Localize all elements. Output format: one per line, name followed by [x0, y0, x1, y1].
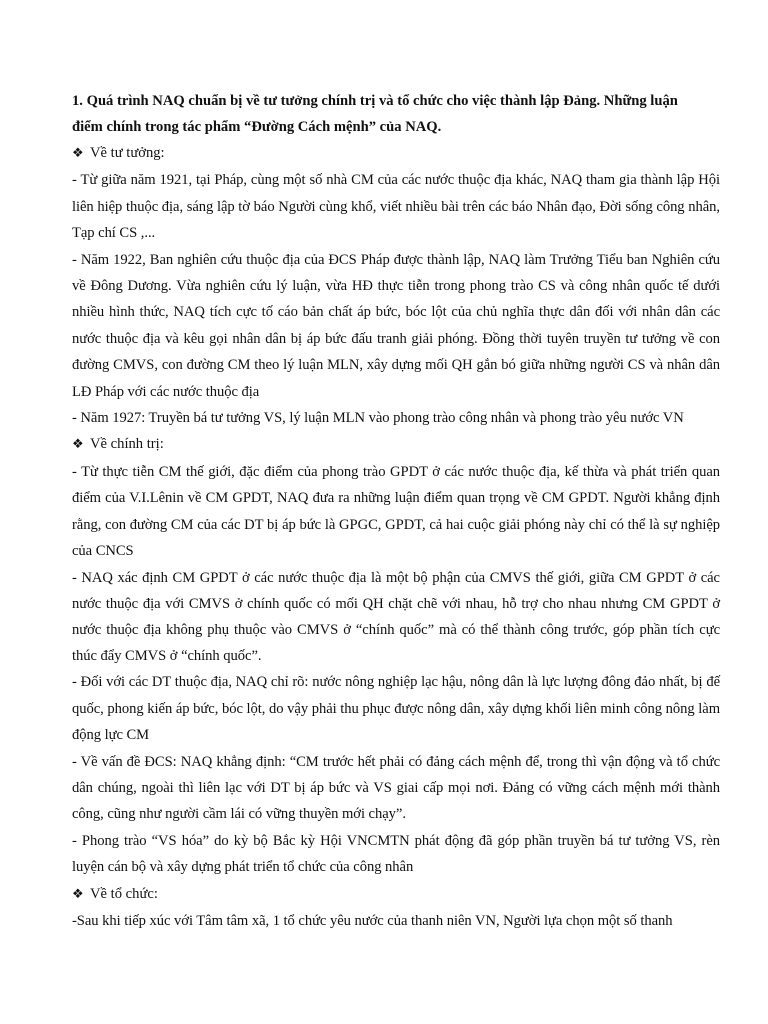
heading-line-2: điểm chính trong tác phẩm “Đường Cách mệnh” của NAQ. — [72, 119, 442, 135]
paragraph: - Từ giữa năm 1921, tại Pháp, cùng một số nhà CM của các nước thuộc địa khác, NAQ tham gia thành lập Hội liên hiệp thuộc địa, sáng lập tờ báo Người cùng khổ, viết nhiều bài trên các báo Nhân đạo, Đời sống công nhân, Tạp chí CS ,... — [72, 172, 720, 242]
diamond-bullet-icon: ❖ — [72, 146, 84, 161]
section-title-chinh-tri — [72, 431, 720, 458]
section-title: Về chính trị: — [90, 436, 164, 453]
paragraph: - Năm 1922, Ban nghiên cứu thuộc địa của ĐCS Pháp được thành lập, NAQ làm Trưởng Tiểu ban Nghiên cứu về Đông Dương. Vừa nghiên cứu lý luận, vừa HĐ thực tiễn trong phong trào CS và công nhân quốc tế dưới nhiều hình thức, NAQ tích cực tố cáo bản chất áp bức, bóc lột của chủ nghĩa thực dân đối với nhân dân các nước thuộc địa và kêu gọi nhân dân bị áp bức đấu tranh giải phóng. Đồng thời tuyên truyền tư tưởng về con đường CMVS, con đường CM theo lý luận MLN, xây dựng mối QH gắn bó giữa những người CS và nhân dân LĐ Pháp với các nước thuộc địa — [72, 251, 720, 400]
diamond-bullet-icon: ❖ — [72, 886, 84, 902]
section-title: Về tổ chức: — [90, 885, 158, 902]
heading-line-1: 1. Quá trình NAQ chuẩn bị về tư tưởng chính trị và tổ chức cho việc thành lập Đảng. Những luận — [72, 93, 678, 109]
section-title-tu-tuong — [72, 140, 720, 167]
diamond-bullet-icon: ❖ — [72, 437, 84, 453]
paragraph: - Đối với các DT thuộc địa, NAQ chỉ rõ: nước nông nghiệp lạc hậu, nông dân là lực lượng đông đảo nhất, bị đế quốc, phong kiến áp bức, bóc lột, do vậy phải thu phục được nông dân, xây dựng khối liên minh công nông làm động lực CM — [72, 674, 720, 744]
document-heading — [72, 88, 720, 140]
paragraph: - Năm 1927: Truyền bá tư tưởng VS, lý luận MLN vào phong trào công nhân và phong trào yêu nước VN — [72, 410, 684, 427]
paragraph: -Sau khi tiếp xúc với Tâm tâm xã, 1 tổ chức yêu nước của thanh niên VN, Người lựa chọn một số thanh — [72, 912, 673, 929]
section-title: Về tư tưởng: — [90, 145, 165, 161]
paragraph: - NAQ xác định CM GPDT ở các nước thuộc địa là một bộ phận của CMVS thế giới, giữa CM GPDT ở các nước thuộc địa với CMVS ở chính quốc có mối QH chặt chẽ với nhau, hỗ trợ cho nhau nhưng CM GPDT ở nước thuộc địa không phụ thuộc vào CMVS ở “chính quốc” mà có thể thành công trước, góp phần tích cực thúc đẩy CMVS ở “chính quốc”. — [72, 569, 720, 665]
document-page — [72, 88, 720, 934]
paragraph: - Từ thực tiễn CM thế giới, đặc điểm của phong trào GPDT ở các nước thuộc địa, kế thừa và phát triển quan điểm của V.I.Lênin về CM GPDT, NAQ đưa ra những luận điểm quan trọng về CM GPDT. Người khẳng định rằng, con đường CM của các DT bị áp bức là GPGC, GPDT, cả hai cuộc giải phóng này chỉ có thể là sự nghiệp của CNCS — [72, 463, 720, 560]
paragraph: - Phong trào “VS hóa” do kỳ bộ Bắc kỳ Hội VNCMTN phát động đã góp phần truyền bá tư tưởng VS, rèn luyện cán bộ và xây dựng phát triển tổ chức của công nhân — [72, 832, 720, 876]
section-title-to-chuc — [72, 881, 720, 908]
paragraph: - Về vấn đề ĐCS: NAQ khẳng định: “CM trước hết phải có đảng cách mệnh để, trong thì vận động và tổ chức dân chúng, ngoài thì liên lạc với DT bị áp bức và VS giai cấp mọi nơi. Đảng có vững cách mệnh mới thành công, cũng như người cầm lái có vững thuyền mới chạy”. — [72, 753, 720, 823]
